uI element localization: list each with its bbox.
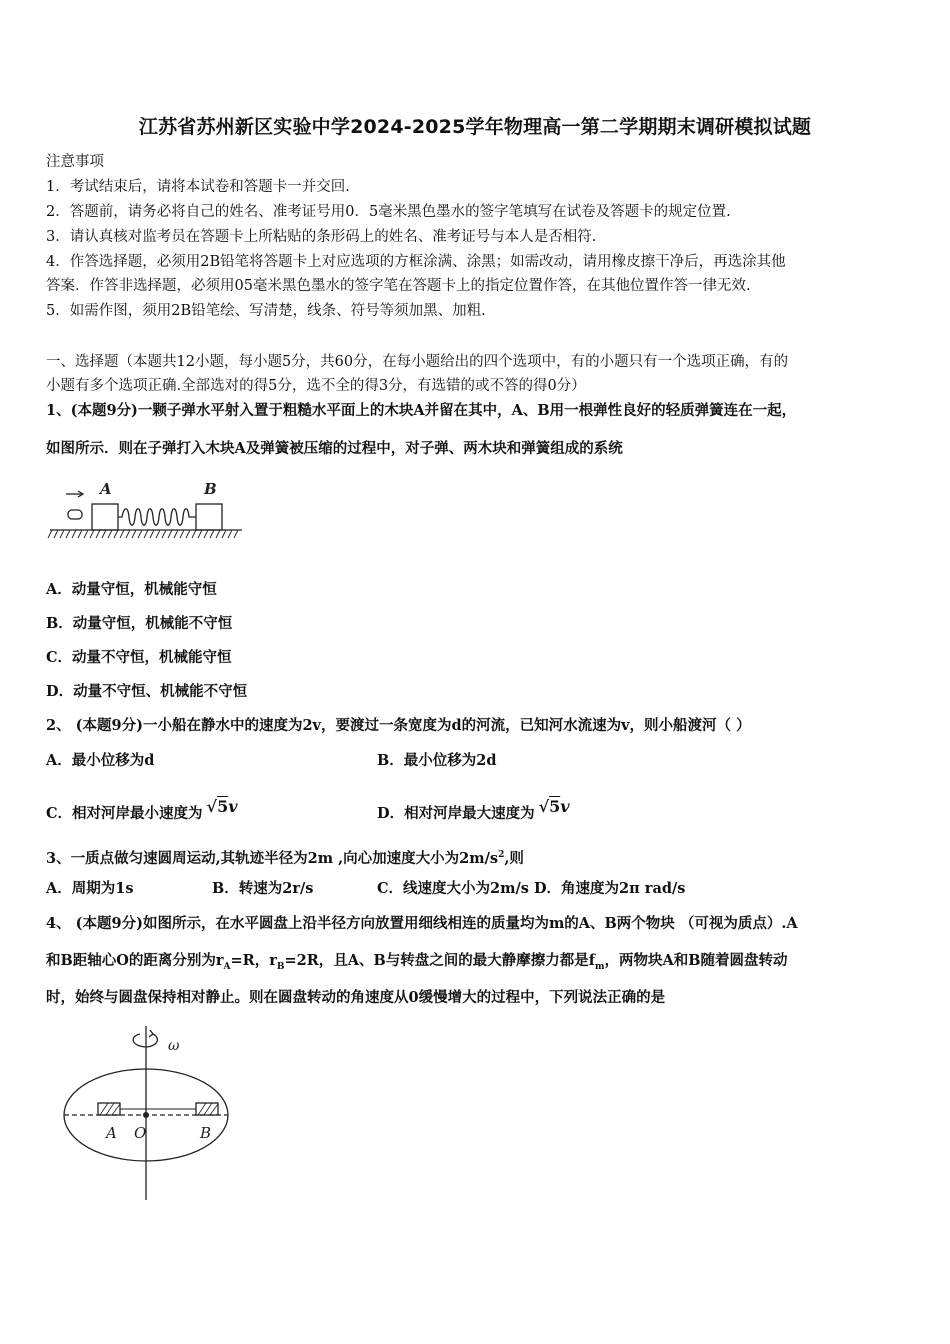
sqrt-radicand: 5 <box>217 797 229 816</box>
sqrt-variable: v <box>560 797 570 816</box>
ground-hatching <box>48 530 238 538</box>
q2-option-c <box>46 797 238 824</box>
sqrt-radicand: 5 <box>549 797 561 816</box>
block-a <box>92 504 118 530</box>
q3-stem-text: 3、一质点做匀速圆周运动,其轨迹半径为2m ,向心加速度大小为2m/s <box>46 849 499 867</box>
q2-option-d-label: D．相对河岸最大速度为 <box>377 805 535 822</box>
sqrt-sign: √ <box>538 797 550 816</box>
notice-item: 2．答题前，请务必将自己的姓名、准考证号用0．5毫米黑色墨水的签字笔填写在试卷及答题卡的规定位置. <box>46 204 731 220</box>
q4-stem: 4、 (本题9分)如图所示，在水平圆盘上沿半径方向放置用细线相连的质量均为m的A、B两个物块 （可视为质点）.A <box>46 915 798 932</box>
q4-sub-b: B <box>276 961 285 972</box>
bullet <box>68 510 82 519</box>
q1-option-c: C．动量不守恒，机械能守恒 <box>46 649 232 666</box>
notice-item: 5．如需作图，须用2B铅笔绘、写清楚，线条、符号等须加黑、加粗. <box>46 303 486 319</box>
omega-label: ω <box>168 1038 180 1054</box>
notice-item: 3．请认真核对监考员在答题卡上所粘贴的条形码上的姓名、准考证号与本人是否相符. <box>46 229 597 245</box>
fig-label-b: B <box>200 1124 212 1142</box>
q4-sub-a: A <box>223 961 231 972</box>
spring <box>118 509 196 526</box>
section-heading: 一、选择题（本题共12小题，每小题5分，共60分，在每小题给出的四个选项中，有的小题只有一个选项正确，有的 <box>46 354 789 370</box>
q3-stem-end: ,则 <box>504 849 524 867</box>
fig-label-o: O <box>134 1124 147 1142</box>
q1-option-d: D．动量不守恒、机械能不守恒 <box>46 683 248 700</box>
q4-stem-end: 时，始终与圆盘保持相对静止。则在圆盘转动的角速度从0缓慢增大的过程中，下列说法正确的是 <box>46 989 666 1006</box>
q2-option-a: A．最小位移为d <box>46 752 155 769</box>
q1-option-a: A．动量守恒，机械能守恒 <box>46 581 217 598</box>
fig-label-a: A <box>106 1124 117 1142</box>
q1-option-b: B．动量守恒，机械能不守恒 <box>46 615 233 632</box>
axis-center-dot <box>143 1112 149 1118</box>
q2-option-b: B．最小位移为2d <box>377 752 497 769</box>
sqrt-5v-expression <box>207 797 238 817</box>
q1-stem-cont: 如图所示．则在子弹打入木块A及弹簧被压缩的过程中，对子弹、两木块和弹簧组成的系统 <box>46 440 623 457</box>
q3-option-cd: C．线速度大小为2m/s D．角速度为2π rad/s <box>377 880 686 897</box>
q4-stem-cont <box>46 951 788 977</box>
rotation-arrowhead <box>149 1030 153 1037</box>
sqrt-variable: v <box>228 797 238 816</box>
notice-item: 答案．作答非选择题，必须用05毫米黑色墨水的签字笔在答题卡上的指定位置作答，在其他位置作答一律无效. <box>46 278 751 294</box>
block-b <box>196 504 222 530</box>
q1-spring-figure <box>46 472 246 548</box>
notice-item: 1．考试结束后，请将本试卷和答题卡一并交回. <box>46 179 350 195</box>
sqrt-sign: √ <box>206 797 218 816</box>
fig-label-a: A <box>100 480 112 498</box>
q1-stem: 1、(本题9分)一颗子弹水平射入置于粗糙水平面上的木块A并留在其中，A、B用一根弹性良好的轻质弹簧连在一起， <box>46 402 797 419</box>
fig-label-b: B <box>204 480 217 498</box>
q3-option-a: A．周期为1s <box>46 880 134 897</box>
q2-stem: 2、 (本题9分)一小船在静水中的速度为2v，要渡过一条宽度为d的河流，已知河水流速为v，则小船渡河（ ） <box>46 717 751 734</box>
sqrt-5v-expression <box>539 797 570 817</box>
notice-item: 4．作答选择题，必须用2B铅笔将答题卡上对应选项的方框涂满、涂黑；如需改动，请用橡皮擦干净后，再选涂其他 <box>46 254 786 270</box>
q4-disk-figure <box>60 1020 240 1206</box>
q4-text: =2R，且A、B与转盘之间的最大静摩擦力都是f <box>284 952 595 969</box>
q2-option-d <box>377 797 570 824</box>
q3-option-b: B．转速为2r/s <box>212 880 314 897</box>
q4-text: =R，r <box>230 952 277 969</box>
q4-text: ，两物块A和B随着圆盘转动 <box>604 952 788 969</box>
page-title: 江苏省苏州新区实验中学2024-2025学年物理高一第二学期期末调研模拟试题 <box>138 116 812 138</box>
rotation-arrow <box>133 1034 157 1047</box>
q3-superscript: 2 <box>498 850 505 860</box>
section-heading-cont: 小题有多个选项正确.全部选对的得5分，选不全的得3分，有选错的或不答的得0分） <box>46 378 586 394</box>
q2-option-c-label: C．相对河岸最小速度为 <box>46 805 203 822</box>
q4-sub-m: m <box>595 961 605 972</box>
notice-heading: 注意事项 <box>46 154 104 170</box>
q4-text: 和B距轴心O的距离分别为r <box>46 952 224 969</box>
q3-stem <box>46 845 524 869</box>
